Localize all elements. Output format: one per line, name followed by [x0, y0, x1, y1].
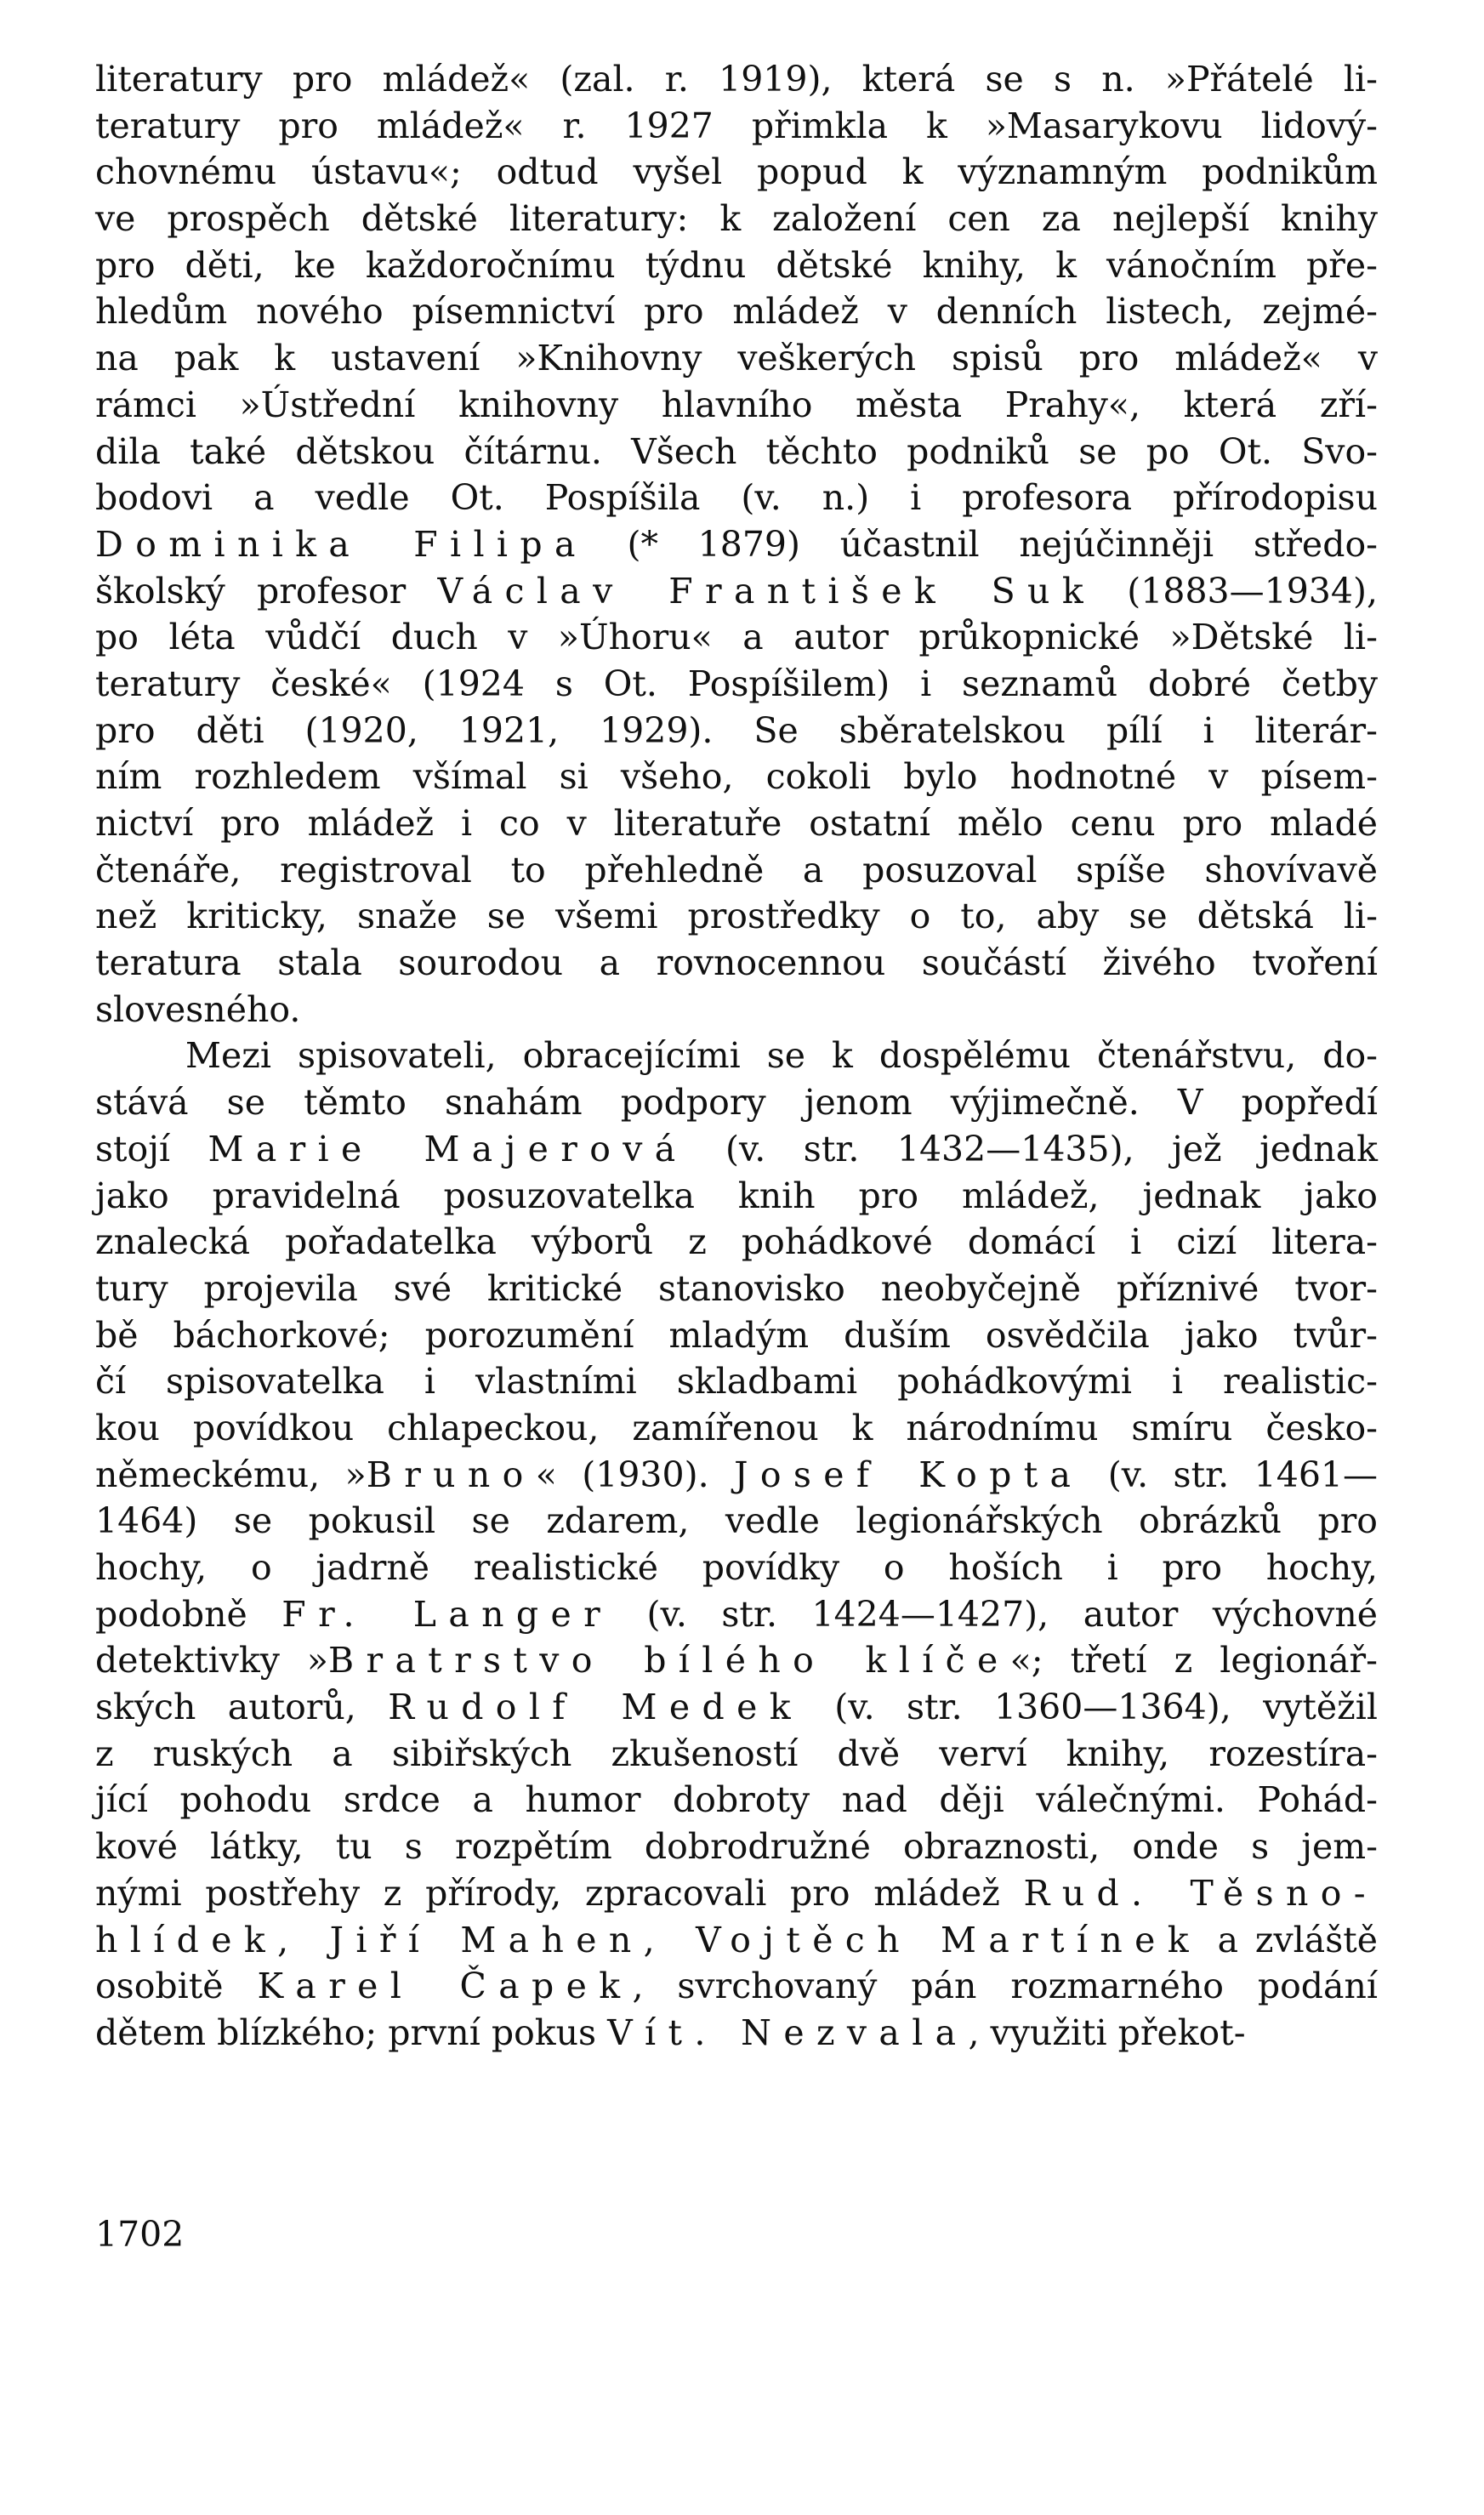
text-run: čí spisovatelka i vlastními skladbami pohádkovými i realistic- — [95, 1361, 1378, 1403]
text-line — [95, 1219, 1378, 1266]
text-run: kou povídkou chlapeckou, zamířenou k národnímu smíru česko- — [95, 1407, 1378, 1448]
text-run: pro děti, ke každoročnímu týdnu dětské knihy, k vánočním pře- — [95, 244, 1378, 286]
text-line — [95, 242, 1378, 289]
text-run: osobitě — [95, 1966, 258, 2007]
text-run: po léta vůdčí duch v »Úhoru« a autor průkopnické »Dětské li- — [95, 617, 1378, 658]
text-line — [95, 335, 1378, 382]
text-line — [95, 661, 1378, 708]
spaced-name: Vít. Nezvala — [607, 2011, 969, 2053]
text-run: nictví pro mládež i co v literatuře ostatní mělo cenu pro mladé — [95, 803, 1378, 844]
text-line — [95, 521, 1378, 568]
text-run: jící pohodu srdce a humor dobroty nad ději válečnými. Pohád- — [95, 1779, 1378, 1821]
text-run: hledům nového písemnictví pro mládež v denních listech, zejmé- — [95, 291, 1378, 333]
text-run: nými postřehy z přírody, zpracovali pro mládež — [95, 1872, 1024, 1914]
text-run: detektivky » — [95, 1640, 329, 1681]
spaced-name: hlídek, Jiří Mahen, Vojtěch Martínek — [95, 1919, 1201, 1960]
spaced-name: Josef Kopta — [734, 1454, 1083, 1495]
text-run: «; třetí z legionář- — [1009, 1640, 1378, 1681]
text-run: podobně — [95, 1593, 282, 1635]
text-run: než kriticky, snaže se všemi prostředky o to, aby se dětská li- — [95, 896, 1378, 937]
text-run: bodovi a vedle Ot. Pospíšila (v. n.) i profesora přírodopisu — [95, 477, 1378, 519]
text-line — [95, 1591, 1378, 1638]
text-line — [95, 1452, 1378, 1499]
text-run: německému, » — [95, 1454, 367, 1495]
text-run: (1883—1934), — [1095, 570, 1378, 612]
text-run: (v. str. 1461— — [1083, 1454, 1378, 1495]
text-line — [95, 1824, 1378, 1870]
text-line — [95, 1358, 1378, 1405]
text-run: teratury pro mládež« r. 1927 přimkla k »Masarykovu lidový- — [95, 105, 1378, 146]
spaced-name: Marie Majerová — [208, 1128, 688, 1169]
text-line — [95, 149, 1378, 196]
body-text — [95, 56, 1378, 2057]
text-line — [95, 708, 1378, 754]
spaced-name: Fr. Langer — [281, 1593, 613, 1635]
spaced-name: Bruno — [366, 1454, 536, 1495]
text-line — [95, 754, 1378, 800]
text-line — [95, 614, 1378, 661]
spaced-name: Rudolf Medek — [388, 1687, 803, 1728]
text-run: (v. str. 1360—1364), vytěžil — [802, 1687, 1378, 1728]
text-line — [95, 103, 1378, 150]
text-run: rámci »Ústřední knihovny hlavního města Prahy«, která zří- — [95, 384, 1378, 425]
text-run: (v. str. 1424—1427), autor výchovné — [612, 1593, 1379, 1635]
text-line — [95, 987, 1378, 1033]
text-line — [95, 1917, 1378, 1964]
text-line — [95, 568, 1378, 615]
spaced-name: Rud. Těsno- — [1023, 1872, 1378, 1914]
text-line — [95, 475, 1378, 521]
text-run: teratury české« (1924 s Ot. Pospíšilem) i seznamů dobré četby — [95, 663, 1378, 704]
text-line — [95, 1266, 1378, 1312]
text-line — [95, 382, 1378, 429]
text-run: ve prospěch dětské literatury: k založení cen za nejlepší knihy — [95, 198, 1378, 240]
text-line — [95, 1637, 1378, 1684]
text-run: kové látky, tu s rozpětím dobrodružné obraznosti, onde s jem- — [95, 1826, 1378, 1868]
text-run: dila také dětskou čítárnu. Všech těchto podniků se po Ot. Svo- — [95, 430, 1378, 472]
text-line — [95, 800, 1378, 847]
text-run: jako pravidelná posuzovatelka knih pro mládež, jednak jako — [95, 1175, 1378, 1216]
spaced-name: Václav František Suk — [437, 570, 1096, 612]
text-line — [95, 1126, 1378, 1173]
text-run: znalecká pořadatelka výborů z pohádkové domácí i cizí litera- — [95, 1221, 1378, 1263]
text-run: pro děti (1920, 1921, 1929). Se sběratelskou pílí i literár- — [95, 709, 1378, 751]
text-line — [95, 1498, 1378, 1545]
text-run: (* 1879) účastnil nejúčinněji středo- — [587, 523, 1378, 565]
text-run: z ruských a sibiřských zkušeností dvě verví knihy, rozestíra- — [95, 1733, 1378, 1774]
text-line — [95, 940, 1378, 987]
text-line — [95, 1870, 1378, 1917]
text-run: slovesného. — [95, 988, 301, 1030]
text-line — [95, 1312, 1378, 1359]
spaced-name: Karel Čapek — [257, 1966, 633, 2007]
text-run: 1464) se pokusil se zdarem, vedle legionářských obrázků pro — [95, 1500, 1378, 1542]
text-line — [95, 2010, 1378, 2057]
text-line — [95, 1173, 1378, 1220]
text-line — [95, 196, 1378, 242]
text-line — [95, 1079, 1378, 1126]
text-run: stává se těmto snahám podpory jenom výjimečně. V popředí — [95, 1082, 1378, 1124]
text-line — [95, 1777, 1378, 1824]
text-run: tury projevila své kritické stanovisko neobyčejně příznivé tvor- — [95, 1267, 1378, 1309]
text-run: bě báchorkové; porozumění mladým duším osvědčila jako tvůr- — [95, 1314, 1378, 1356]
text-line — [95, 1545, 1378, 1591]
text-line — [95, 288, 1378, 335]
text-run: ním rozhledem všímal si všeho, cokoli bylo hodnotné v písem- — [95, 756, 1378, 798]
text-run: (v. str. 1432—1435), jež jednak — [687, 1128, 1379, 1169]
text-run: čtenáře, registroval to přehledně a posuzoval spíše shovívavě — [95, 849, 1378, 890]
text-line — [95, 893, 1378, 940]
text-line — [95, 1033, 1378, 1079]
text-line — [95, 1963, 1378, 2010]
text-line — [95, 1731, 1378, 1778]
text-run: , využiti překot- — [968, 2011, 1246, 2053]
text-line — [95, 429, 1378, 475]
text-run: dětem blízkého; první pokus — [95, 2011, 608, 2053]
text-run: hochy, o jadrně realistické povídky o hoších i pro hochy, — [95, 1547, 1378, 1588]
text-run: « (1930). — [535, 1454, 735, 1495]
text-run: chovnému ústavu«; odtud vyšel popud k významným podnikům — [95, 151, 1378, 193]
spaced-name: Bratrstvo bílého klíče — [328, 1640, 1010, 1681]
text-run: stojí — [95, 1128, 208, 1169]
text-run: školský profesor — [95, 570, 438, 612]
text-run: literatury pro mládež« (zal. r. 1919), která se s n. »Přátelé li- — [95, 59, 1378, 100]
text-line — [95, 1405, 1378, 1452]
spaced-name: Dominika Filipa — [95, 523, 588, 565]
text-run: Mezi spisovateli, obracejícími se k dospělému čtenářstvu, do- — [185, 1035, 1378, 1077]
text-run: ských autorů, — [95, 1687, 389, 1728]
text-line — [95, 56, 1378, 103]
text-run: na pak k ustavení »Knihovny veškerých spisů pro mládež« v — [95, 338, 1378, 379]
text-run: , svrchovaný pán rozmarného podání — [632, 1966, 1378, 2007]
text-line — [95, 847, 1378, 894]
text-line — [95, 1684, 1378, 1731]
text-run: a zvláště — [1200, 1919, 1378, 1960]
page-number: 1702 — [95, 2214, 185, 2255]
text-run: teratura stala sourodou a rovnocennou součástí živého tvoření — [95, 942, 1378, 984]
